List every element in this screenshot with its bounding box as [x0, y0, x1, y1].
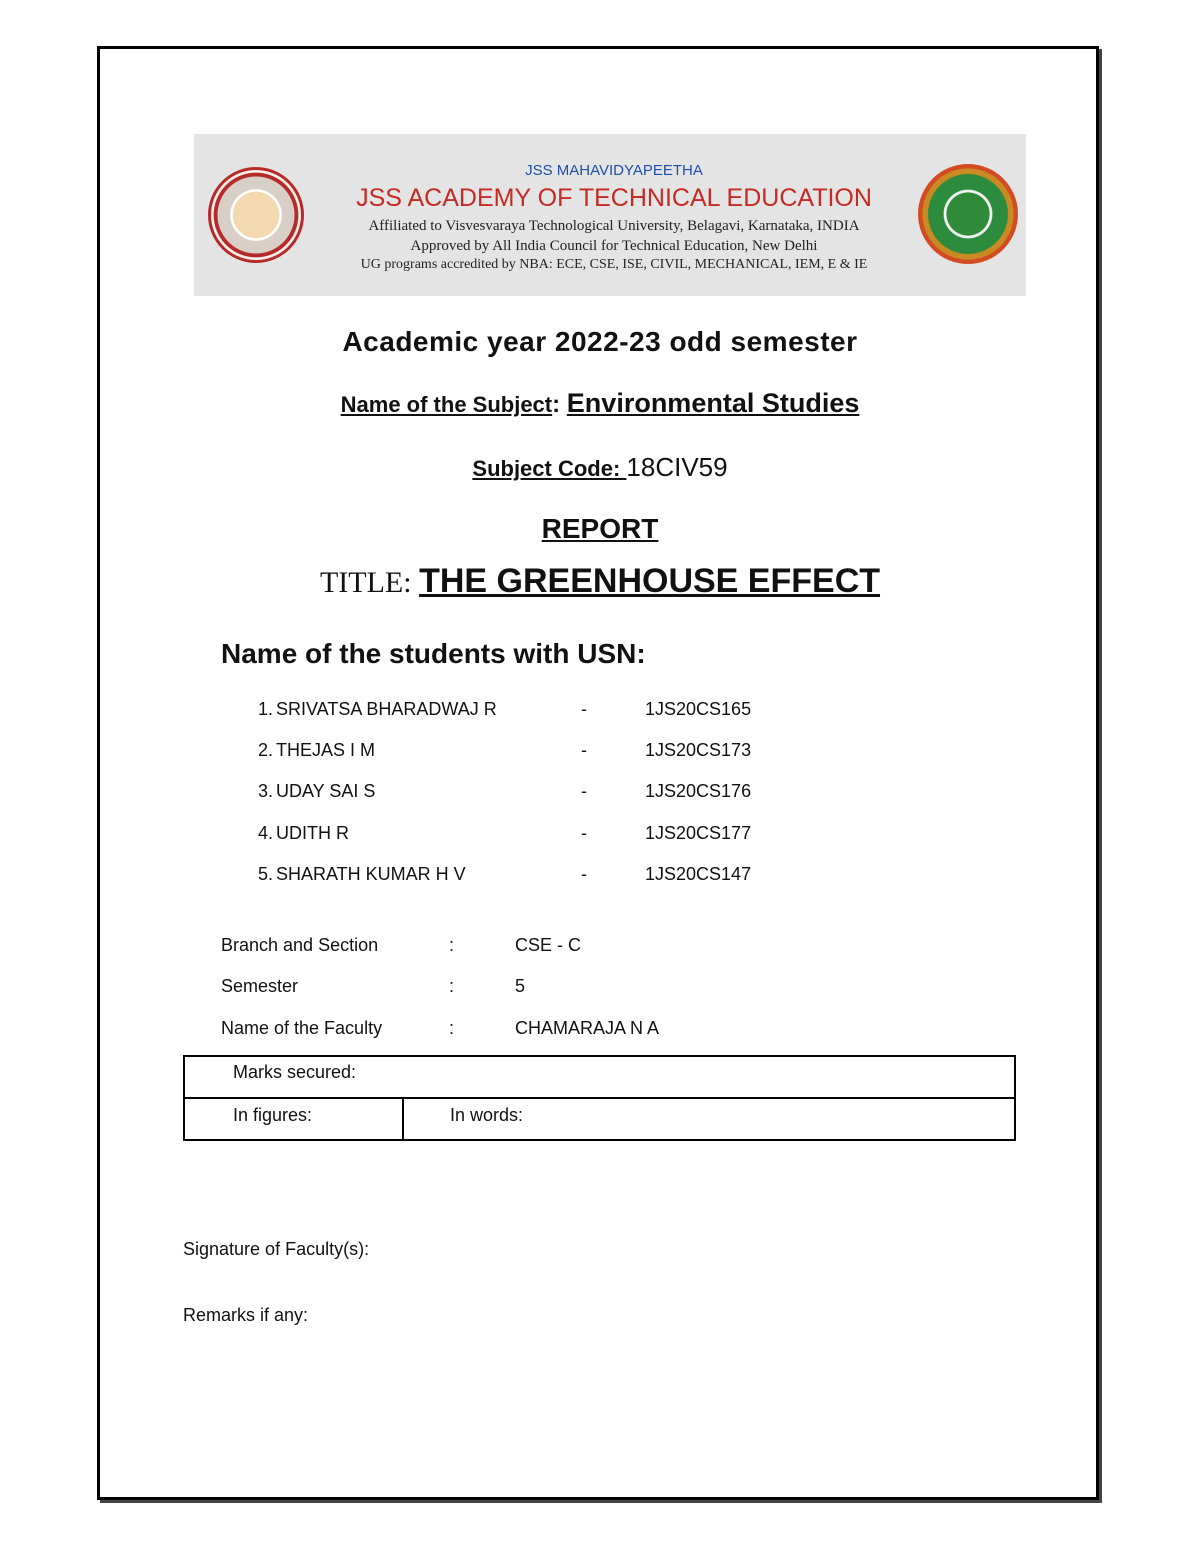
title-line	[0, 562, 1200, 601]
in-figures-label: In figures:	[233, 1105, 313, 1125]
subject-label: Name of the Subject	[340, 392, 553, 417]
info-key: Branch and Section	[221, 935, 379, 955]
student-usn: 1JS20CS177	[645, 823, 752, 843]
info-separator: :	[449, 1018, 455, 1038]
subject-value: Environmental Studies	[566, 388, 860, 418]
academic-year: Academic year 2022-23 odd semester	[342, 326, 858, 357]
student-usn: 1JS20CS165	[645, 699, 752, 719]
info-semester	[221, 976, 821, 998]
student-usn: 1JS20CS147	[645, 864, 752, 884]
marks-divider	[402, 1099, 404, 1141]
student-number: 2.	[257, 740, 273, 760]
info-faculty	[221, 1018, 821, 1040]
student-name: THEJAS I M	[276, 740, 376, 760]
report-heading: REPORT	[541, 513, 659, 544]
info-key: Semester	[221, 976, 299, 996]
subject-code-value: 18CIV59	[626, 452, 728, 482]
student-number: 4.	[257, 823, 273, 843]
remarks-label: Remarks if any:	[183, 1305, 309, 1325]
student-name: SHARATH KUMAR H V	[276, 864, 466, 884]
approval-text: Approved by All India Council for Technical Education, New Delhi	[410, 238, 818, 254]
college-banner	[194, 134, 1026, 296]
affiliation-text: Affiliated to Visvesvaraya Technological University, Belagavi, Karnataka, INDIA	[368, 218, 860, 234]
student-dash: -	[581, 699, 587, 719]
org-name: JSS MAHAVIDYAPEETHA	[525, 162, 703, 179]
students-heading: Name of the students with USN:	[221, 638, 646, 669]
info-separator: :	[449, 935, 455, 955]
subject-code-line	[0, 452, 1200, 483]
subject-code-label: Subject Code:	[472, 456, 627, 481]
student-number: 5.	[257, 864, 273, 884]
title-label: TITLE:	[319, 566, 420, 599]
student-number: 1.	[257, 699, 273, 719]
info-key: Name of the Faculty	[221, 1018, 383, 1038]
student-name: SRIVATSA BHARADWAJ R	[276, 699, 497, 719]
student-dash: -	[581, 823, 587, 843]
faculty-signature-label: Signature of Faculty(s):	[183, 1239, 370, 1259]
college-name: JSS ACADEMY OF TECHNICAL EDUCATION	[356, 184, 872, 212]
university-emblem-logo	[918, 164, 1018, 264]
title-value: THE GREENHOUSE EFFECT	[419, 562, 881, 600]
student-name: UDAY SAI S	[276, 781, 376, 801]
marks-table	[183, 1055, 1016, 1141]
info-value: 5	[515, 976, 526, 996]
marks-secured-row	[185, 1057, 1014, 1099]
subject-colon: :	[552, 391, 567, 418]
info-separator: :	[449, 976, 455, 996]
info-value: CSE - C	[515, 935, 582, 955]
info-value: CHAMARAJA N A	[515, 1018, 660, 1038]
student-name: UDITH R	[276, 823, 349, 843]
student-dash: -	[581, 781, 587, 801]
marks-secured-label: Marks secured:	[233, 1062, 357, 1082]
in-words-label: In words:	[450, 1105, 524, 1125]
student-dash: -	[581, 740, 587, 760]
student-number: 3.	[257, 781, 273, 801]
accreditation-text: UG programs accredited by NBA: ECE, CSE, ISE, CIVIL, MECHANICAL, IEM, E & IE	[360, 257, 868, 272]
student-usn: 1JS20CS173	[645, 740, 752, 760]
college-seal-logo	[208, 167, 304, 263]
subject-line	[0, 388, 1200, 419]
info-branch-section	[221, 935, 821, 957]
student-dash: -	[581, 864, 587, 884]
student-usn: 1JS20CS176	[645, 781, 752, 801]
